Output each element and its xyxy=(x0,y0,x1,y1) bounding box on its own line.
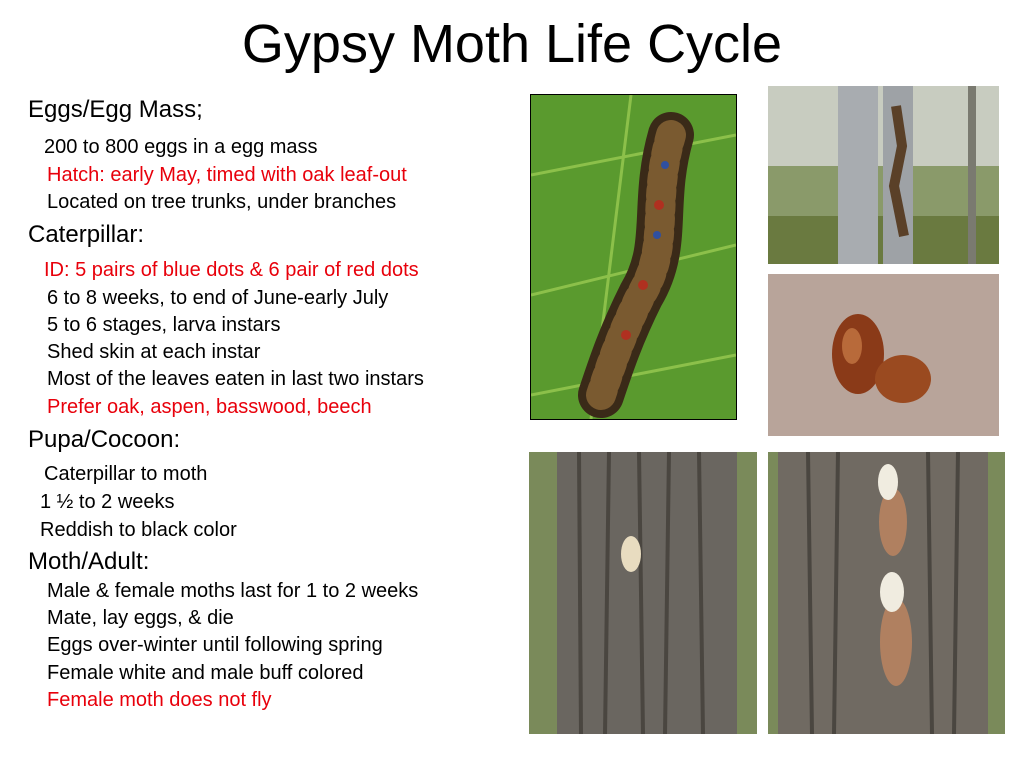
caterpillar-line: Shed skin at each instar xyxy=(47,341,261,363)
moth-line: Male & female moths last for 1 to 2 weeks xyxy=(47,580,419,602)
section-heading-moth: Moth/Adult: xyxy=(28,548,150,575)
slide-title: Gypsy Moth Life Cycle xyxy=(241,14,783,74)
male-moth-photo xyxy=(529,452,757,734)
moth-line: Eggs over-winter until following spring xyxy=(47,634,383,656)
eggs-line: Located on tree trunks, under branches xyxy=(47,191,397,213)
caterpillar-line-highlight: ID: 5 pairs of blue dots & 6 pair of red dots xyxy=(44,259,419,281)
caterpillar-line-highlight: Prefer oak, aspen, basswood, beech xyxy=(47,396,372,418)
moth-line-highlight: Female moth does not fly xyxy=(47,689,272,711)
caterpillar-line: 5 to 6 stages, larva instars xyxy=(47,314,281,336)
caterpillar-line: Most of the leaves eaten in last two instars xyxy=(47,368,424,390)
caterpillar-photo xyxy=(530,94,737,420)
pupa-line: Caterpillar to moth xyxy=(44,463,208,485)
pupa-line: 1 ½ to 2 weeks xyxy=(40,491,175,513)
pupa-photo xyxy=(768,274,999,436)
moth-line: Female white and male buff colored xyxy=(47,662,364,684)
section-heading-eggs: Eggs/Egg Mass; xyxy=(28,96,203,123)
section-heading-pupa: Pupa/Cocoon: xyxy=(28,426,181,453)
moth-line: Mate, lay eggs, & die xyxy=(47,607,234,629)
eggs-line-highlight: Hatch: early May, timed with oak leaf-out xyxy=(47,164,407,186)
pupa-line: Reddish to black color xyxy=(40,519,237,541)
egg-mass-tree-photo xyxy=(768,86,999,264)
section-heading-caterpillar: Caterpillar: xyxy=(28,221,145,248)
eggs-line: 200 to 800 eggs in a egg mass xyxy=(44,136,318,158)
caterpillar-line: 6 to 8 weeks, to end of June-early July xyxy=(47,287,389,309)
female-moth-photo xyxy=(768,452,1005,734)
